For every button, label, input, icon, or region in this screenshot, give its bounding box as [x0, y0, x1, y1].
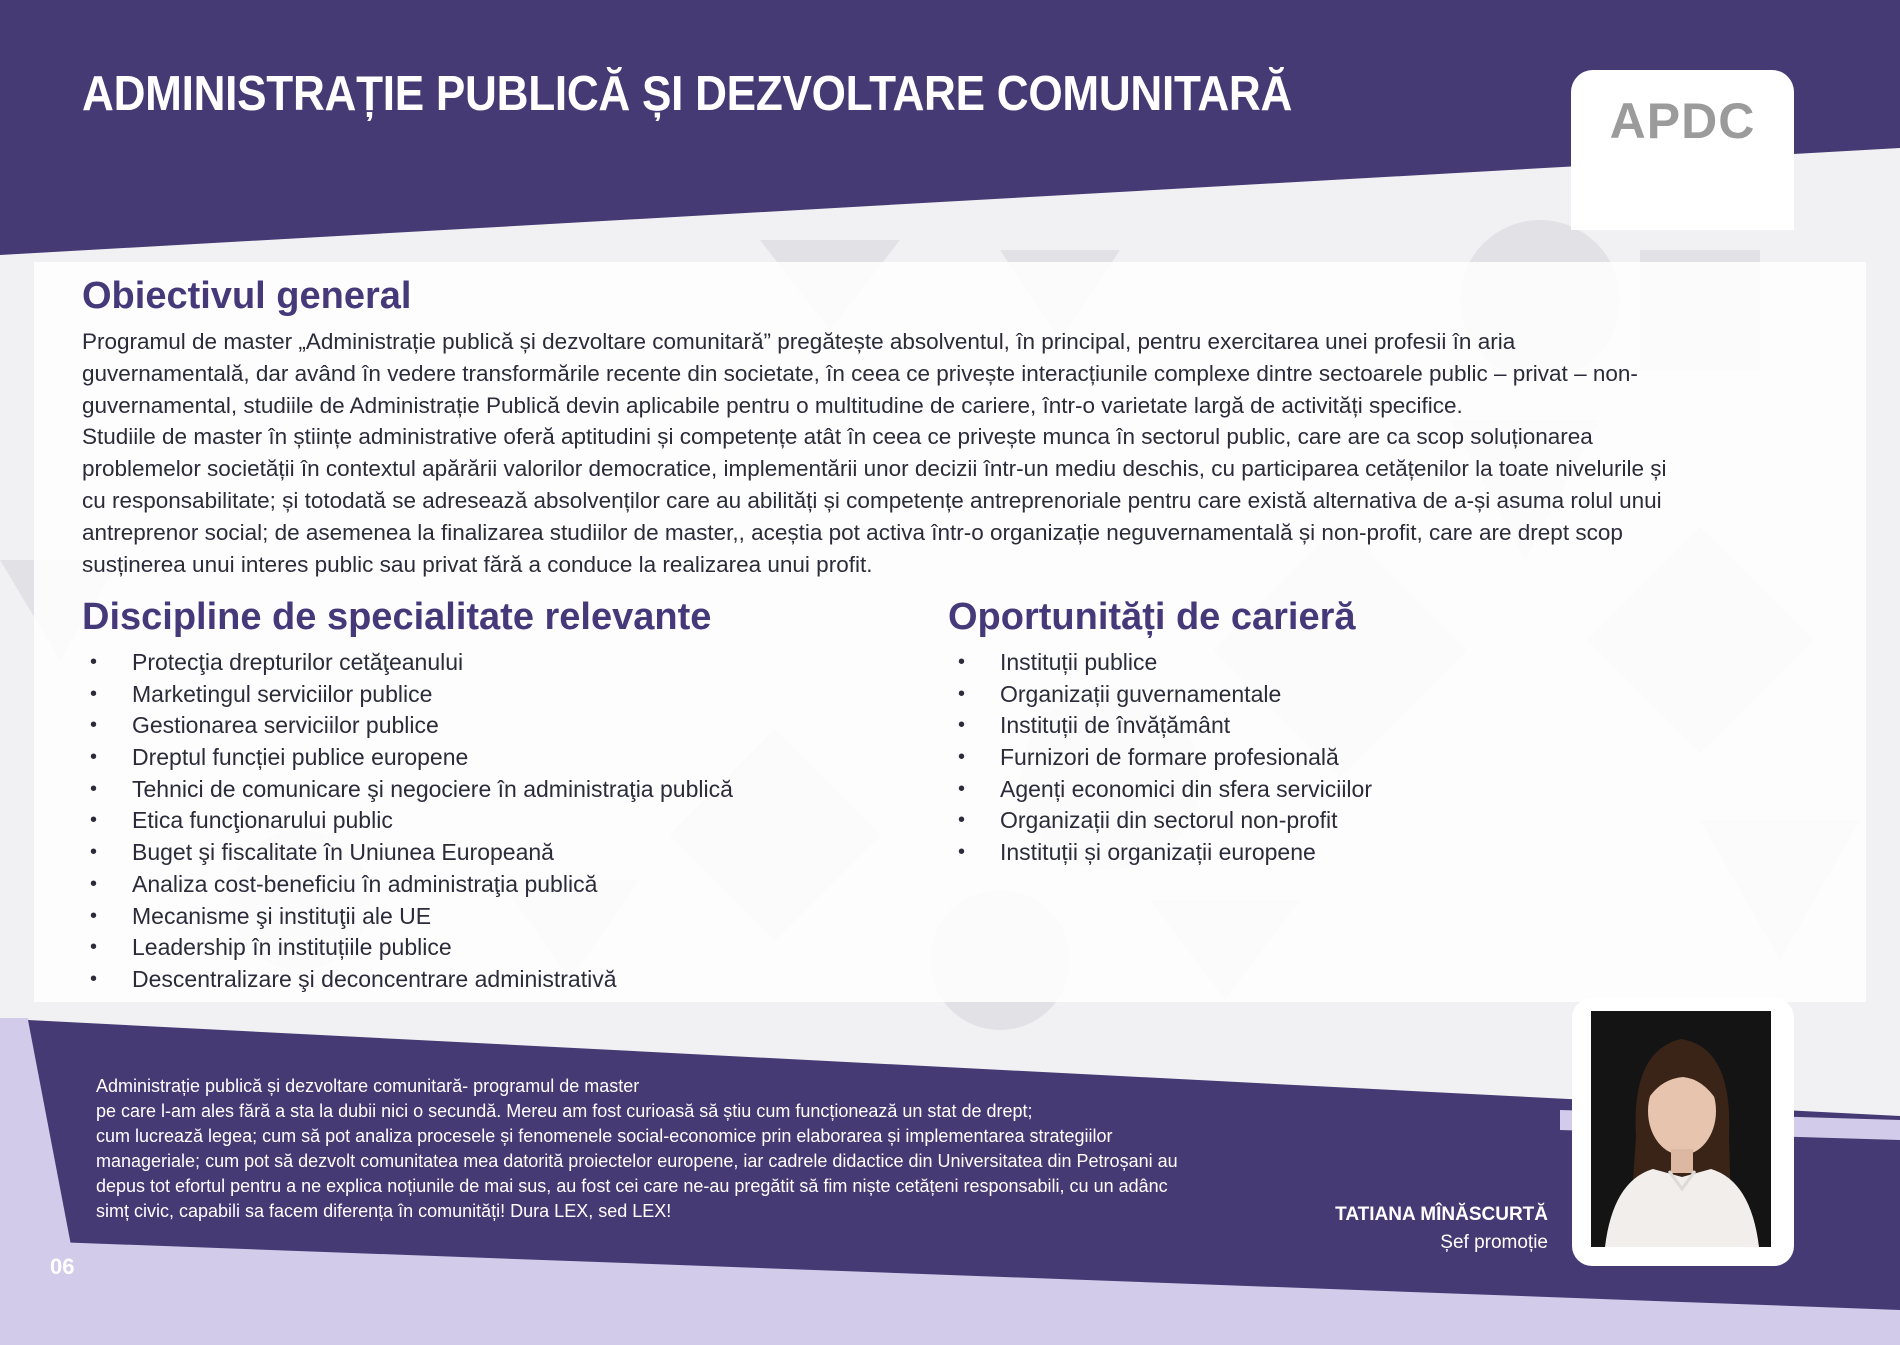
careers-list — [950, 647, 1372, 869]
list-item: • Organizații guvernamentale — [950, 679, 1372, 711]
list-item: • Organizații din sectorul non-profit — [950, 805, 1372, 837]
portrait-illustration — [1591, 1011, 1771, 1247]
list-item: • Descentralizare şi deconcentrare administrativă — [82, 964, 733, 996]
list-item: • Instituții de învățământ — [950, 710, 1372, 742]
objective-heading: Obiectivul general — [82, 275, 412, 317]
objective-text — [82, 326, 1842, 580]
objective-line: susținerea unui interes public sau privat fără a conduce la realizarea unui profit. — [82, 551, 873, 577]
objective-line: Programul de master „Administrație publică și dezvoltare comunitară” pregătește absolventul, în principal, pentru exercitarea unei profesii în aria — [82, 329, 1516, 354]
testimonial-line: Administrație publică și dezvoltare comunitară- programul de master — [96, 1076, 640, 1096]
list-item: • Buget şi fiscalitate în Uniunea Europeană — [82, 837, 733, 869]
testimonial-line: manageriale; cum pot să dezvolt comunitatea mea datorită proiectelor europene, iar cadrele didactice din Universitatea din Petroșani au — [96, 1151, 1178, 1171]
testimonial-line: simț civic, capabili sa facem diferența în comunități! Dura LEX, sed LEX! — [96, 1201, 672, 1221]
list-item: • Agenți economici din sfera serviciilor — [950, 774, 1372, 806]
list-item: • Instituții publice — [950, 647, 1372, 679]
page-title: ADMINISTRAȚIE PUBLICĂ ȘI DEZVOLTARE COMUNITARĂ — [82, 67, 1293, 121]
objective-line: antreprenor social; de asemenea la finalizarea studiilor de master,, aceștia pot activa într-o organizație neguvernamentală și non-profit, care are drept scop — [82, 519, 1623, 545]
objective-line: cu responsabilitate; și totodată se adresează absolvenților care au abilități și competențe antreprenoriale pentru care există alternativa de a-și asuma rolul unui — [82, 487, 1662, 513]
list-item: • Gestionarea serviciilor publice — [82, 710, 733, 742]
list-item: • Leadership în instituțiile publice — [82, 932, 733, 964]
person-role: Șef promoție — [1440, 1232, 1548, 1253]
list-item: • Tehnici de comunicare şi negociere în administraţia publică — [82, 774, 733, 806]
disciplines-list — [82, 647, 733, 996]
disciplines-heading: Discipline de specialitate relevante — [82, 596, 712, 638]
list-item: • Mecanisme şi instituţii ale UE — [82, 901, 733, 933]
objective-line: problemelor societății în contextul apărării valorilor democratice, implementării unor decizii într-un mediu deschis, cu participarea cetățenilor la toate nivelurile și — [82, 456, 1667, 482]
careers-heading: Oportunități de carieră — [948, 596, 1356, 638]
apdc-label: APDC — [1609, 93, 1756, 149]
list-item: • Analiza cost-beneficiu în administraţia publică — [82, 869, 733, 901]
objective-line: guvernamental, studiile de Administrație Publică devin aplicabile pentru o multitudine de cariere, într-o varietate largă de activități specifice. — [82, 392, 1463, 418]
list-item: • Marketingul serviciilor publice — [82, 679, 733, 711]
list-item: • Dreptul funcției publice europene — [82, 742, 733, 774]
page-number: 06 — [50, 1254, 75, 1279]
list-item: • Protecţia drepturilor cetăţeanului — [82, 647, 733, 679]
objective-line: guvernamentală, dar având în vedere transformările recente din societate, în ceea ce privește interacțiunile complexe dintre sectoarele public – privat – non- — [82, 360, 1638, 386]
person-name: TATIANA MÎNĂSCURTĂ — [1335, 1204, 1548, 1225]
photo-frame — [1572, 998, 1794, 1266]
portrait-photo — [1591, 1011, 1771, 1247]
list-item: • Furnizori de formare profesională — [950, 742, 1372, 774]
testimonial-text — [96, 1074, 1296, 1224]
testimonial-line: cum lucrează legea; cum să pot analiza procesele și fenomenele social-economice prin elaborarea și implementarea strategiilor — [96, 1126, 1113, 1146]
list-item: • Instituții și organizații europene — [950, 837, 1372, 869]
list-item: • Etica funcţionarului public — [82, 805, 733, 837]
apdc-tab — [1571, 70, 1794, 230]
testimonial-line: pe care l-am ales fără a sta la dubii nici o secundă. Mereu am fost curioasă să știu cum funcționează un stat de drept; — [96, 1101, 1033, 1121]
testimonial-line: depus tot efortul pentru a ne explica noțiunile de mai sus, au fost cei care ne-au pregătit să fim niște cetățeni responsabili, cu un adânc — [96, 1176, 1168, 1196]
objective-line: Studiile de master în științe administrative oferă aptitudini și competențe atât în ceea ce privește munca în sectorul public, care are ca scop soluționarea — [82, 424, 1593, 450]
